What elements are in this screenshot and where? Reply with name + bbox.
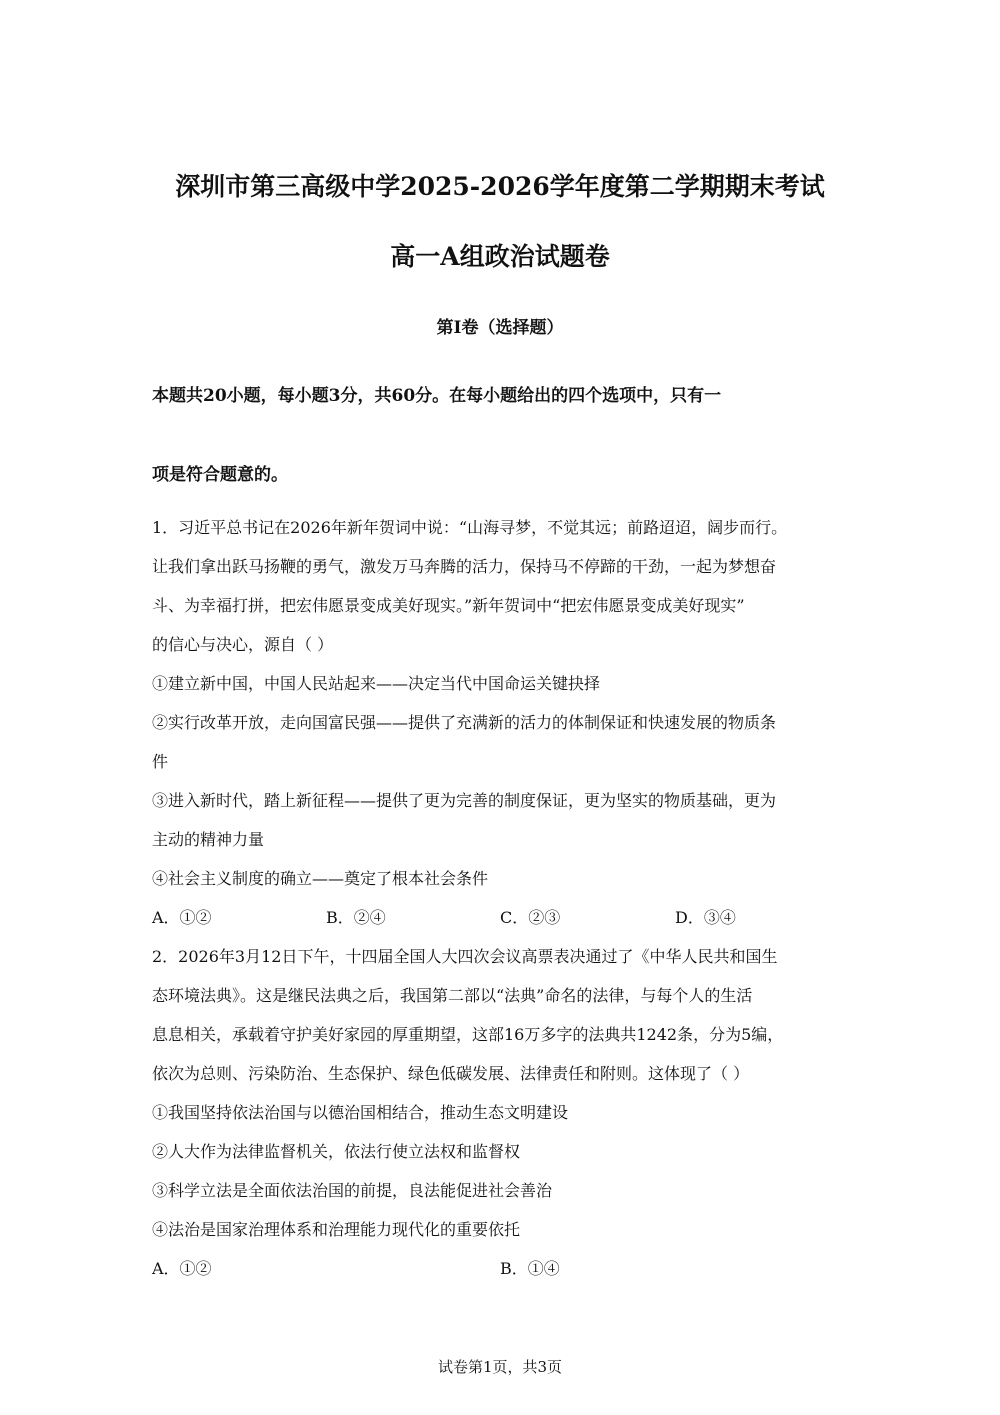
page-footer: 试卷第1页，共3页 [437,1358,563,1376]
question-stem-line: 息息相关，承载着守护美好家园的厚重期望，这部16万多字的法典共1242条，分为5编， [152,1025,784,1044]
statement-line: ②实行改革开放，走向国富民强——提供了充满新的活力的体制保证和快速发展的物质条 [152,713,777,732]
statement-line: ③进入新时代，踏上新征程——提供了更为完善的制度保证，更为坚实的物质基础，更为 [152,791,777,810]
option-b: B．①④ [500,1259,560,1278]
instructions-line2: 项是符合题意的。 [152,465,288,485]
section-heading: 第I卷（选择题） [436,318,564,338]
option-d: D．③④ [675,908,736,927]
statement-line: ②人大作为法律监督机关，依法行使立法权和监督权 [152,1142,521,1161]
question-stem-line: 依次为总则、污染防治、生态保护、绿色低碳发展、法律责任和附则。这体现了（ ） [152,1064,750,1083]
question-stem-line: 态环境法典》。这是继民法典之后，我国第二部以“法典”命名的法律，与每个人的生活 [152,986,753,1005]
instructions-line1: 本题共20小题，每小题3分，共60分。在每小题给出的四个选项中，只有一 [152,386,722,406]
option-a: A．①② [152,1259,212,1278]
answer-options [152,906,852,930]
statement-line: ①我国坚持依法治国与以德治国相结合，推动生态文明建设 [152,1103,569,1122]
statement-line: ①建立新中国，中国人民站起来——决定当代中国命运关键抉择 [152,674,601,693]
option-c: C．②③ [500,908,561,927]
option-b: B．②④ [326,908,386,927]
option-a: A．①② [152,908,212,927]
question-stem-line: 2．2026年3月12日下午，十四届全国人大四次会议高票表决通过了《中华人民共和国生 [152,947,778,966]
question-stem-line: 的信心与决心，源自（ ） [152,635,334,654]
answer-options [152,1257,852,1281]
statement-line: ③科学立法是全面依法治国的前提，良法能促进社会善治 [152,1181,553,1200]
statement-line: ④社会主义制度的确立——奠定了根本社会条件 [152,869,489,888]
question-stem-line: 斗、为幸福打拼，把宏伟愿景变成美好现实。”新年贺词中“把宏伟愿景变成美好现实” [152,596,745,615]
exam-title-line1: 深圳市第三高级中学2025-2026学年度第二学期期末考试 [175,172,825,201]
statement-line: 件 [152,752,169,771]
question-stem-line: 1．习近平总书记在2026年新年贺词中说：“山海寻梦，不觉其远；前路迢迢，阔步而行。 [152,518,788,537]
statement-line: ④法治是国家治理体系和治理能力现代化的重要依托 [152,1220,521,1239]
question-stem-line: 让我们拿出跃马扬鞭的勇气，激发万马奔腾的活力，保持马不停蹄的干劲，一起为梦想奋 [152,557,777,576]
exam-title-line2: 高一A组政治试题卷 [390,242,610,271]
statement-line: 主动的精神力量 [152,830,265,849]
